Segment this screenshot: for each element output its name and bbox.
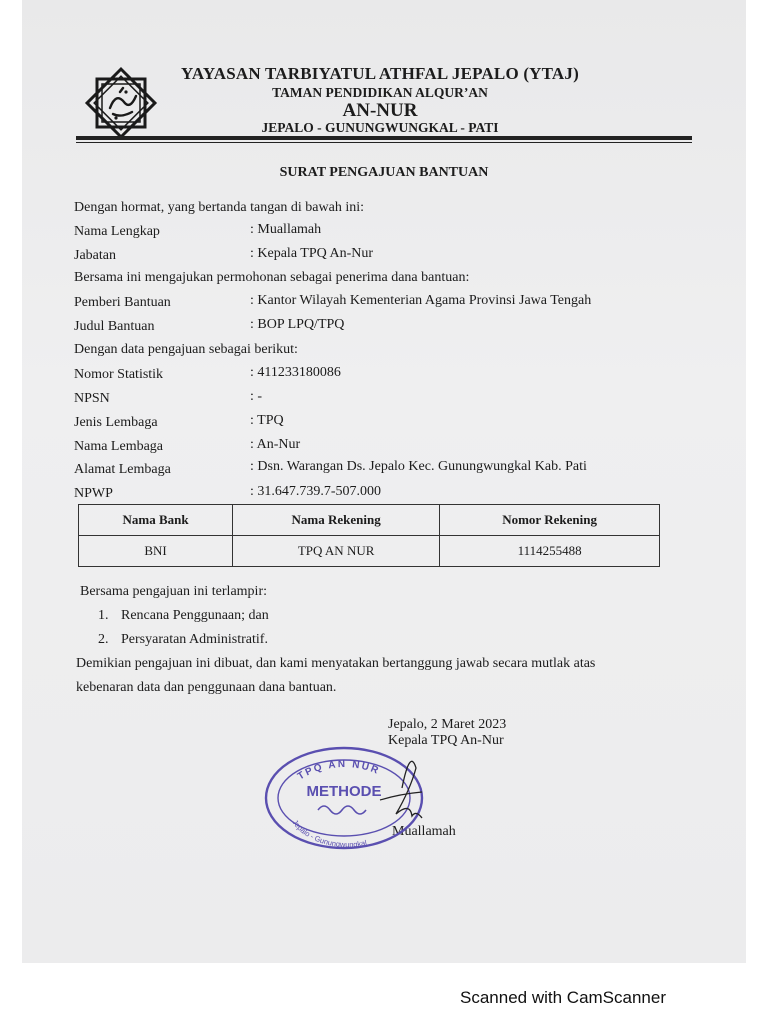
field-value: : Dsn. Warangan Ds. Jepalo Kec. Gunungwungkal Kab. Pati — [250, 459, 587, 474]
field-value: : An-Nur — [250, 437, 301, 452]
header-rule-thin — [76, 142, 692, 143]
field-label: Alamat Lembaga — [74, 462, 171, 477]
foundation-name: YAYASAN TARBIYATUL ATHFAL JEPALO (YTAJ) — [181, 64, 579, 83]
field-value: : Kepala TPQ An-Nur — [250, 246, 373, 261]
list-number: 1. — [98, 608, 109, 623]
signature-position: Kepala TPQ An-Nur — [388, 733, 504, 748]
table-cell: 1114255488 — [440, 536, 660, 567]
field-label: NPSN — [74, 391, 110, 406]
bank-account-table — [78, 504, 660, 567]
school-name: AN-NUR — [342, 100, 418, 121]
camscanner-watermark: Scanned with CamScanner — [460, 988, 667, 1007]
field-label: Pemberi Bantuan — [74, 295, 171, 310]
field-label: Nama Lembaga — [74, 439, 164, 454]
svg-text:TPQ AN NUR — [296, 759, 382, 782]
svg-text:Jepalo - Gunungwungkal — [290, 818, 367, 849]
data-intro: Dengan data pengajuan sebagai berikut: — [74, 342, 298, 357]
field-value: : BOP LPQ/TPQ — [250, 317, 345, 332]
table-header-cell: Nama Rekening — [233, 505, 440, 536]
list-number: 2. — [98, 632, 109, 647]
field-label: Nama Lengkap — [74, 224, 160, 239]
table-cell: TPQ AN NUR — [233, 536, 440, 567]
header-rule-thick — [76, 136, 692, 140]
list-item: Rencana Penggunaan; dan — [121, 608, 269, 623]
table-cell: BNI — [79, 536, 233, 567]
field-label: Jabatan — [74, 248, 116, 263]
closing-line: kebenaran data dan penggunaan dana bantuan. — [76, 680, 337, 695]
greeting: Dengan hormat, yang bertanda tangan di bawah ini: — [74, 200, 365, 215]
field-value: : Kantor Wilayah Kementerian Agama Provinsi Jawa Tengah — [250, 293, 592, 308]
signature-place-date: Jepalo, 2 Maret 2023 — [388, 717, 507, 732]
field-label: Nomor Statistik — [74, 367, 164, 382]
stamp-middle-text: METHODE — [306, 783, 382, 800]
attachments-intro: Bersama pengajuan ini terlampir: — [80, 584, 267, 599]
field-label: Jenis Lembaga — [74, 415, 158, 430]
field-value: : 411233180086 — [250, 365, 341, 380]
letter-title: SURAT PENGAJUAN BANTUAN — [279, 165, 489, 180]
table-header-cell: Nomor Rekening — [440, 505, 660, 536]
ytaj-logo — [80, 62, 162, 144]
request-intro: Bersama ini mengajukan permohonan sebagai penerima dana bantuan: — [74, 270, 470, 285]
field-value: : Muallamah — [250, 222, 322, 237]
school-location: JEPALO - GUNUNGWUNGKAL - PATI — [261, 120, 499, 135]
stamp-top-text: TPQ AN NUR — [295, 759, 382, 783]
school-type: TAMAN PENDIDIKAN ALQUR’AN — [272, 85, 488, 100]
table-header-row — [79, 505, 660, 536]
field-label: NPWP — [74, 486, 113, 501]
institution-stamp — [262, 744, 424, 852]
field-value: : 31.647.739.7-507.000 — [250, 484, 382, 499]
stamp-bottom-text: Jepalo - Gunungwungkal — [290, 818, 368, 850]
closing-line: Demikian pengajuan ini dibuat, dan kami menyatakan bertanggung jawab secara mutlak atas — [76, 656, 596, 671]
field-value: : TPQ — [250, 413, 284, 428]
table-row — [79, 536, 660, 567]
field-value: : - — [250, 389, 263, 404]
list-item: Persyaratan Administratif. — [121, 632, 268, 647]
field-label: Judul Bantuan — [74, 319, 155, 334]
signer-name: Muallamah — [392, 824, 456, 839]
table-header-cell: Nama Bank — [79, 505, 233, 536]
